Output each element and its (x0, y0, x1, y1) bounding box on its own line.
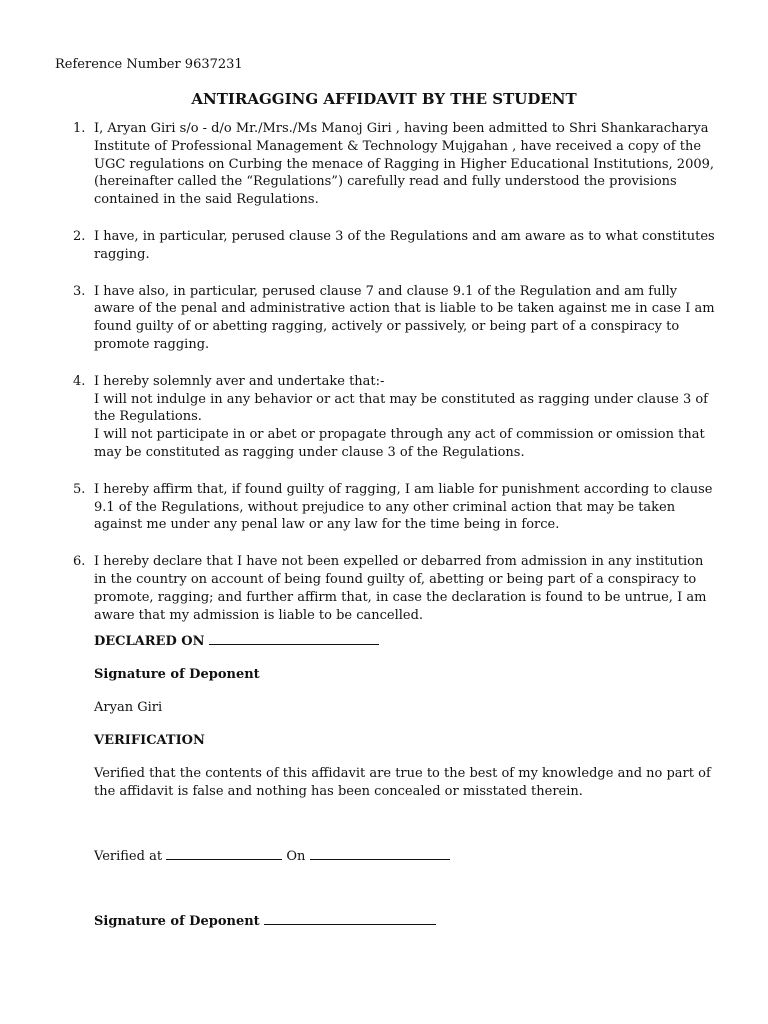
clause-text: I hereby solemnly aver and undertake that:- (94, 373, 385, 389)
clause-3 (73, 283, 719, 354)
clause-number: 6. (73, 554, 86, 570)
clause-number: 3. (73, 283, 86, 299)
on-label: On (286, 849, 306, 864)
clause-number: 4. (73, 373, 86, 389)
clause-5 (73, 481, 719, 534)
signature-label: Signature of Deponent (94, 667, 260, 682)
on-blank (310, 848, 450, 860)
clause-text: I hereby declare that I have not been expelled or debarred from admission in any institution in the country on account of being found guilty of, abetting or being part of a conspiracy to promote, ragging; and further affirm that, in case the declaration is found to be untrue, I am aware that my admission is liable to be cancelled. (94, 554, 707, 623)
verified-at-label: Verified at (94, 849, 163, 864)
clause-number: 2. (73, 228, 86, 244)
clause-number: 1. (73, 121, 86, 136)
clause-text: I have, in particular, perused clause 3 of the Regulations and am aware as to what constitutes ragging. (94, 228, 715, 262)
clause-6 (73, 553, 719, 624)
clause-text: I have also, in particular, perused clause 7 and clause 9.1 of the Regulation and am fully aware of the penal and administrative action that is liable to be taken against me in case I am found guilty of or abetting ragging, actively or passively, or being part of a conspiracy to promote ragging. (94, 283, 715, 352)
verification-text: Verified that the contents of this affidavit are true to the best of my knowledge and no part of the affidavit is false and nothing has been concealed or misstated therein. (94, 766, 711, 799)
verified-at-line (94, 848, 719, 866)
clause-text: I will not indulge in any behavior or act that may be constituted as ragging under clause 3 of the Regulations. (94, 391, 708, 425)
final-signature-blank (264, 913, 436, 925)
final-signature-label: Signature of Deponent (94, 914, 260, 929)
document-title: ANTIRAGGING AFFIDAVIT BY THE STUDENT (191, 90, 577, 108)
verification-heading: VERIFICATION (94, 733, 205, 748)
declared-on-line (94, 633, 719, 651)
clause-text: I hereby affirm that, if found guilty of ragging, I am liable for punishment according to clause 9.1 of the Regulations, without prejudice to any other criminal action that may be taken against me under any penal law or any law for the time being in force. (94, 481, 713, 533)
clause-text: I will not participate in or abet or propagate through any act of commission or omission that may be constituted as ragging under clause 3 of the Regulations. (94, 427, 705, 460)
affidavit-clauses (73, 120, 719, 624)
clause-1 (73, 120, 719, 209)
clause-4 (73, 373, 719, 462)
clause-number: 5. (73, 481, 86, 497)
declared-on-blank (209, 633, 379, 645)
verified-at-blank (166, 848, 282, 860)
reference-number: Reference Number 9637231 (55, 57, 243, 72)
deponent-name: Aryan Giri (94, 700, 163, 715)
final-signature-line (94, 913, 719, 931)
clause-text: I, Aryan Giri s/o - d/o Mr./Mrs./Ms Manoj Giri , having been admitted to Shri Shankaracharya Institute of Professional Management & Technology Mujgahan , have received a copy of the UGC regulations on Curbing the menace of Ragging in Higher Educational Institutions, 2009, (hereinafter called the “Regulations”) carefully read and fully understood the provisions contained in the said Regulations. (94, 121, 715, 208)
clause-2 (73, 228, 719, 264)
declared-on-label: DECLARED ON (94, 634, 205, 649)
